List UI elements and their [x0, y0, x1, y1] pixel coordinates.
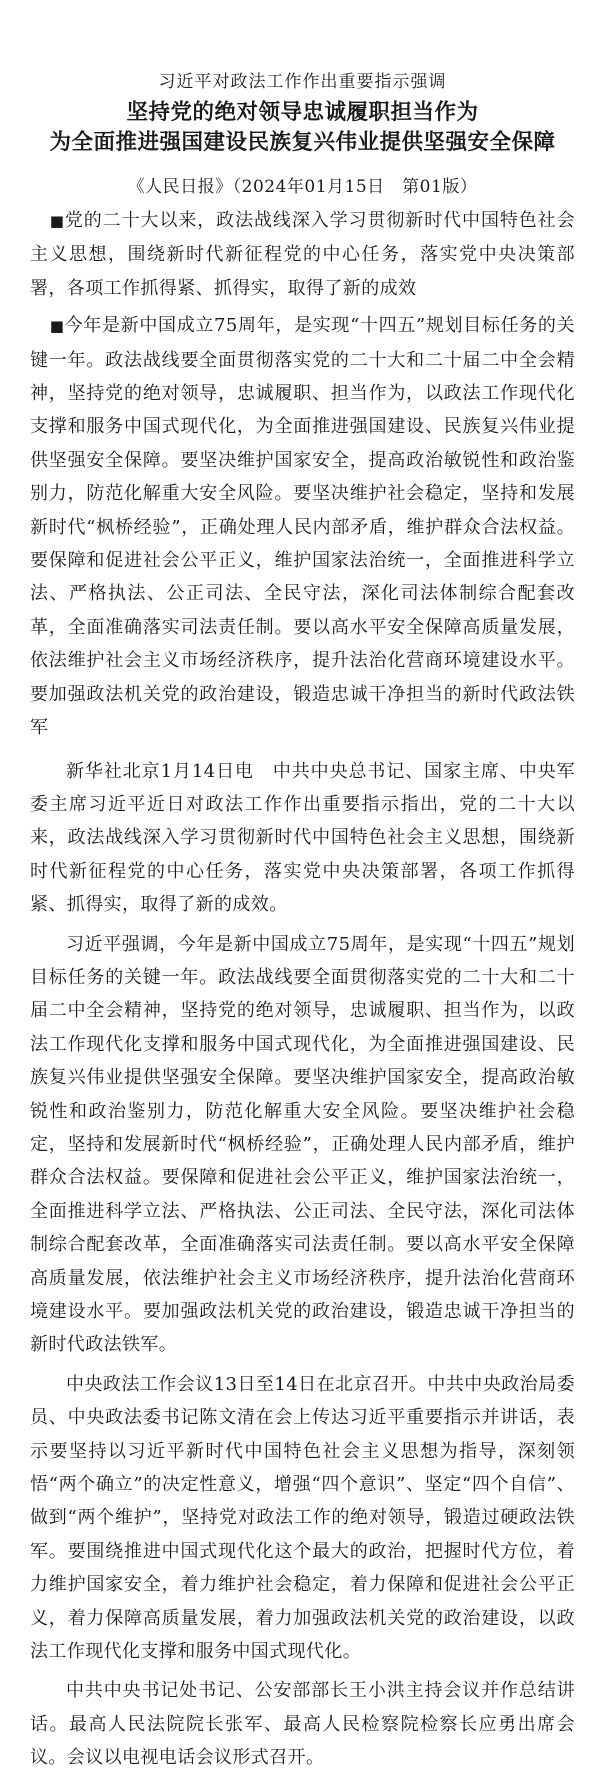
square-bullet-icon: ■ [49, 212, 65, 230]
article-kicker: 习近平对政法工作作出重要指示强调 [158, 72, 447, 92]
body-paragraph: 中央政法工作会议13日至14日在北京召开。中共中央政治局委员、中央政法委书记陈文清在会上传达习近平重要指示并讲话，表示要坚持以习近平新时代中国特色社会主义思想为指导，深刻领悟“两个确立”的决定性意义，增强“四个意识”、坚定“四个自信”、做到“两个维护”，坚持党对政法工作的绝对领导，锻造过硬政法铁军。要围绕推进中国式现代化这个最大的政治，把握时代方位，着力维护国家安全，着力维护社会稳定，着力保障和促进社会公平正义，着力保障高质量发展，着力加强政法机关党的政治建设，以政法工作现代化支撑和服务中国式现代化。 [30, 1373, 575, 1663]
article-headline-line-2: 为全面推进强国建设民族复兴伟业提供坚强安全保障 [49, 130, 556, 155]
article-headline-line-1: 坚持党的绝对领导忠诚履职担当作为 [126, 100, 479, 125]
square-bullet-icon: ■ [49, 317, 65, 336]
summary-text: 党的二十大以来，政法战线深入学习贯彻新时代中国特色社会主义思想，围绕新时代新征程党的中心任务，落实党中央决策部署，各项工作抓得紧、抓得实，取得了新的成效 [30, 210, 575, 299]
summary-text: 今年是新中国成立75周年，是实现“十四五”规划目标任务的关键一年。政法战线要全面贯彻落实党的二十大和二十届二中全会精神，坚持党的绝对领导，忠诚履职、担当作为，以政法工作现代化支撑和服务中国式现代化，为全面推进强国建设、民族复兴伟业提供坚强安全保障。要坚决维护国家安全，提高政治敏锐性和政治鉴别力，防范化解重大安全风险。要坚决维护社会稳定，坚持和发展新时代“枫桥经验”，正确处理人民内部矛盾，维护群众合法权益。要保障和促进社会公平正义，维护国家法治统一，全面推进科学立法、严格执法、公正司法、全民守法，深化司法体制综合配套改革，全面准确落实司法责任制。要以高水平安全保障高质量发展，依法维护社会主义市场经济秩序，提升法治化营商环境建设水平。要加强政法机关党的政治建设，锻造忠诚干净担当的新时代政法铁军 [30, 315, 576, 739]
summary-paragraph [30, 309, 575, 744]
body-paragraph: 习近平强调，今年是新中国成立75周年，是实现“十四五”规划目标任务的关键一年。政法战线要全面贯彻落实党的二十大和二十届二中全会精神，坚持党的绝对领导，忠诚履职、担当作为，以政法工作现代化支撑和服务中国式现代化，为全面推进强国建设、民族复兴伟业提供坚强安全保障。要坚决维护国家安全，提高政治敏锐性和政治鉴别力，防范化解重大安全风险。要坚决维护社会稳定，坚持和发展新时代“枫桥经验”，正确处理人民内部矛盾，维护群众合法权益。要保障和促进社会公平正义，维护国家法治统一，全面推进科学立法、严格执法、公正司法、全民守法，深化司法体制综合配套改革，全面准确落实司法责任制。要以高水平安全保障高质量发展，依法维护社会主义市场经济秩序，提升法治化营商环境建设水平。要加强政法机关党的政治建设，锻造忠诚干净担当的新时代政法铁军。 [30, 933, 575, 1356]
summary-paragraph [30, 204, 575, 305]
body-paragraph: 新华社北京1月14日电 中共中央总书记、国家主席、中央军委主席习近平近日对政法工作作出重要指示指出，党的二十大以来，政法战线深入学习贯彻新时代中国特色社会主义思想，围绕新时代新征程党的中心任务，落实党中央决策部署，各项工作抓得紧、抓得实，取得了新的成效。 [30, 760, 575, 916]
body-paragraph: 中共中央书记处书记、公安部部长王小洪主持会议并作总结讲话。最高人民法院院长张军、最高人民检察院检察长应勇出席会议。会议以电视电话会议形式召开。 [30, 1680, 575, 1769]
article-source: 《人民日报》（2024年01月15日 第01版） [127, 177, 478, 197]
